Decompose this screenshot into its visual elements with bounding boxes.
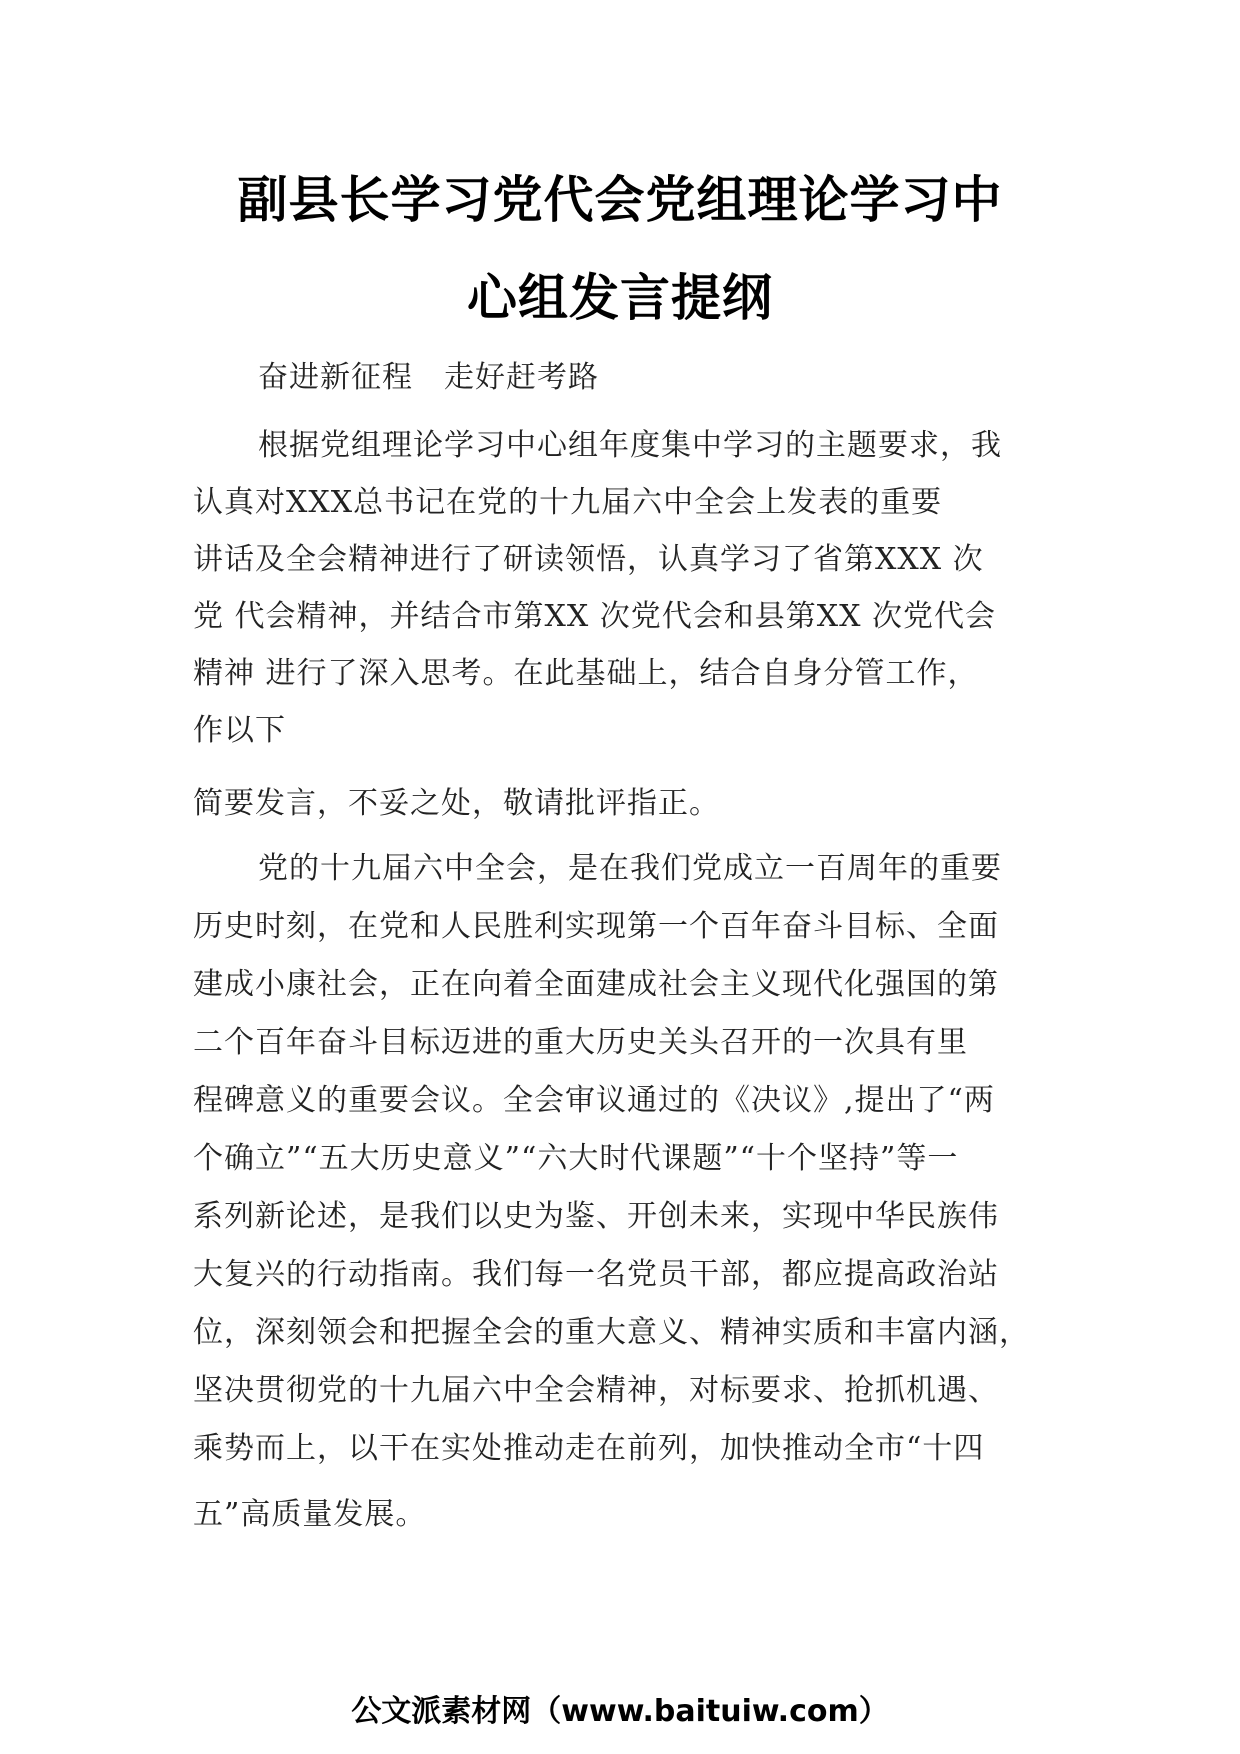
document-subtitle: 奋进新征程 走好赶考路 [258,360,599,395]
paragraph-3-line: 二个百年奋斗目标迈进的重大历史关头召开的一次具有里 [193,1025,968,1060]
paragraph-3-line: 历史时刻，在党和人民胜利实现第一个百年奋斗目标、全面 [193,909,999,944]
paragraph-1-line: 作以下 [193,713,286,748]
paragraph-1-line: 认真对XXX总书记在党的十九届六中全会上发表的重要 [193,485,943,520]
paragraph-3-line: 建成小康社会，正在向着全面建成社会主义现代化强国的第 [193,967,999,1002]
paragraph-3-line: 五”高质量发展。 [193,1497,427,1532]
paragraph-3-line: 系列新论述，是我们以史为鉴、开创未来，实现中华民族伟 [193,1199,999,1234]
paragraph-3-line: 程碑意义的重要会议。全会审议通过的《决议》,提出了“两 [193,1083,995,1118]
paragraph-1-line: 讲话及全会精神进行了研读领悟，认真学习了省第XXX 次 [193,542,984,577]
paragraph-1-line: 精神 进行了深入思考。在此基础上，结合自身分管工作， [193,656,979,691]
paragraph-1-line: 根据党组理论学习中心组年度集中学习的主题要求，我 [258,428,1002,463]
document-title-line-2: 心组发言提纲 [467,269,773,327]
paragraph-3-line: 乘势而上，以干在实处推动走在前列，加快推动全市“十四 [193,1431,985,1466]
paragraph-3-line: 大复兴的行动指南。我们每一名党员干部，都应提高政治站 [193,1257,999,1292]
paragraph-3-line: 坚决贯彻党的十九届六中全会精神，对标要求、抢抓机遇、 [193,1373,999,1408]
paragraph-2-line: 简要发言，不妥之处，敬请批评指正。 [193,786,720,821]
paragraph-1-line: 党 代会精神，并结合市第XX 次党代会和县第XX 次党代会 [193,599,997,634]
paragraph-3-line: 位，深刻领会和把握全会的重大意义、精神实质和丰富内涵， [193,1315,1030,1350]
paragraph-3-line: 党的十九届六中全会，是在我们党成立一百周年的重要 [258,851,1002,886]
document-title-line-1: 副县长学习党代会党组理论学习中 [237,171,1003,229]
paragraph-3-line: 个确立”“五大历史意义”“六大时代课题”“十个坚持”等一 [193,1141,959,1176]
document-footer: 公文派素材网（www.baituiw.com） [351,1694,889,1729]
